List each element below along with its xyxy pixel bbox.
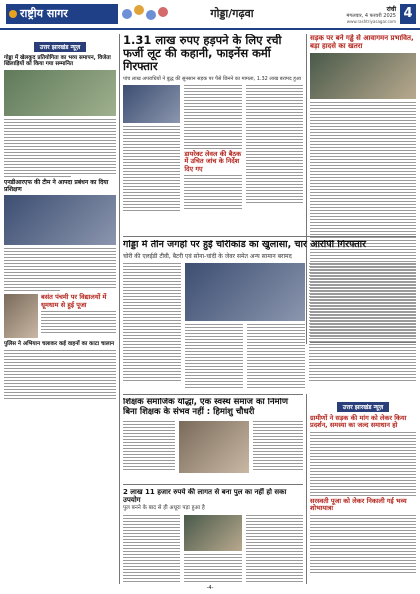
paper-logo — [6, 4, 118, 24]
edition-city: रांची — [386, 6, 396, 13]
teacher-body-col2 — [253, 421, 303, 473]
theft-story — [123, 240, 416, 392]
column-divider — [119, 34, 120, 584]
theft-body-col2 — [185, 324, 243, 390]
column-divider — [306, 394, 307, 584]
theft-body-col1 — [123, 263, 181, 381]
pothole-road-photo — [310, 53, 416, 99]
right-bottom-headline2: सरस्वती पूजा को लेकर निकाली गई भव्य शोभायात्रा — [310, 496, 407, 513]
left-story4-headline: पुलिस ने अभियान चलाकर कई वाहनों का काटा चालान — [4, 341, 115, 348]
lead-body-col3 — [246, 85, 303, 203]
bridge-body-col3 — [246, 515, 303, 582]
left-column-label: उत्तर झारखंड न्यूज़ — [34, 42, 86, 52]
section-divider — [310, 342, 416, 343]
teacher-story — [123, 398, 303, 482]
left-story3-headline: बसंत पंचमी पर विद्यालयों में धूमधाम से हुई पूजा — [41, 293, 107, 309]
masthead — [0, 0, 420, 30]
section-divider — [123, 236, 416, 237]
theft-body-col4 — [309, 263, 416, 381]
lead-body-col1 — [123, 126, 180, 211]
bridge-body-col2 — [184, 554, 241, 582]
theft-subhead: चोरी की एलईडी टीवी, बैटरी एवं सोना-चांदी के जेवर समेत अन्य सामान बरामद — [123, 252, 292, 260]
lead-story — [123, 34, 303, 234]
website-url: www.rashtriyasagar.com — [346, 19, 396, 24]
left-story1-body — [4, 119, 116, 177]
section-title: गोड्डा/गढ़वा — [210, 7, 254, 20]
logo-mark-icon — [9, 10, 17, 18]
left-story2-headline: एनडीआरएफ की टीम ने आपदा प्रबंधन का दिया प्रशिक्षण — [4, 178, 109, 193]
bridge-headline: 2 लाख 11 हजार रुपये की लागत से बना पुल का नहीं हो सका उपयोग — [123, 488, 287, 505]
right-bottom-body2 — [310, 515, 416, 573]
lead-inset-headline: डायरेक्ट लेवल की बैठक में उचित जांच के निर्देश दिए गए — [184, 149, 242, 173]
police-press-conference-photo — [185, 263, 305, 321]
lead-inset-body — [184, 175, 241, 209]
left-column — [4, 34, 116, 584]
ndrf-training-photo — [4, 195, 116, 245]
section-divider — [123, 394, 303, 395]
paper-name: राष्ट्रीय सागर — [20, 7, 68, 20]
right-column-label: उत्तर झारखंड न्यूज़ — [337, 402, 389, 412]
theft-body-col3 — [247, 324, 305, 390]
masthead-meta — [346, 5, 396, 24]
right-bottom-headline1: ग्रामीणों ने सड़क की मांग को लेकर किया प्रदर्शन, समस्या का जल्द समाधान हो — [310, 414, 407, 430]
lead-headline: 1.31 लाख रुपए हड़पने के लिए रची फर्जी लूट की कहानी, फाइनेंस कर्मी गिरफ्तार — [123, 34, 282, 74]
left-story2-body — [4, 248, 116, 291]
sports-event-photo — [4, 70, 116, 116]
arrested-accused-photo — [123, 85, 180, 123]
theft-headline: गोड्डा में तीन जगहों पर हुई चोरीकांड का खुलासा, चार आरोपी गिरफ्तार — [123, 240, 366, 250]
left-story1-headline: गोड्डा में खेलकूद प्रतियोगिता का भव्य समापन, विजेता खिलाड़ियों को किया गया सम्मानित — [4, 55, 111, 68]
bridge-body-col1 — [123, 515, 180, 582]
road-pothole-headline: सड़क पर बने गड्ढे से आवागमन प्रभावित, बड़ा हादसे का खतरा — [310, 34, 414, 51]
page-number: 4 — [400, 4, 416, 24]
section-divider — [123, 484, 303, 485]
teacher-body-col1 — [123, 421, 175, 473]
bridge-subhead: पुल बनने के बाद से ही अधूरा पड़ा हुआ है — [123, 505, 205, 512]
bridge-photo — [184, 515, 241, 551]
right-bottom-body1 — [310, 432, 416, 496]
masthead-rule — [0, 28, 420, 30]
teacher-event-photo — [179, 421, 249, 473]
right-bottom-stories — [310, 394, 416, 584]
teacher-headline: शिक्षक समाजिक योद्धा, एक स्वस्थ समाज का निर्माण बिना शिक्षक के संभव नहीं : हिमांशु चौधरी — [123, 398, 288, 417]
bottom-story — [123, 488, 303, 582]
left-story4-body — [4, 350, 116, 399]
left-story3-body — [41, 311, 116, 333]
page-folio: -4- — [206, 585, 214, 591]
edition-date: मंगलवार, 4 फरवरी 2025 — [346, 13, 396, 19]
decorative-flowers-icon — [122, 5, 174, 23]
saraswati-puja-photo — [4, 294, 38, 338]
lead-subhead: पांच लाख अपराधियों ने बुद्ध की सुनसान सड़क पर पैसे छिनने का मामला, 1.32 लाख बरामद हुआ — [123, 75, 301, 82]
lead-body-col2 — [184, 85, 241, 149]
